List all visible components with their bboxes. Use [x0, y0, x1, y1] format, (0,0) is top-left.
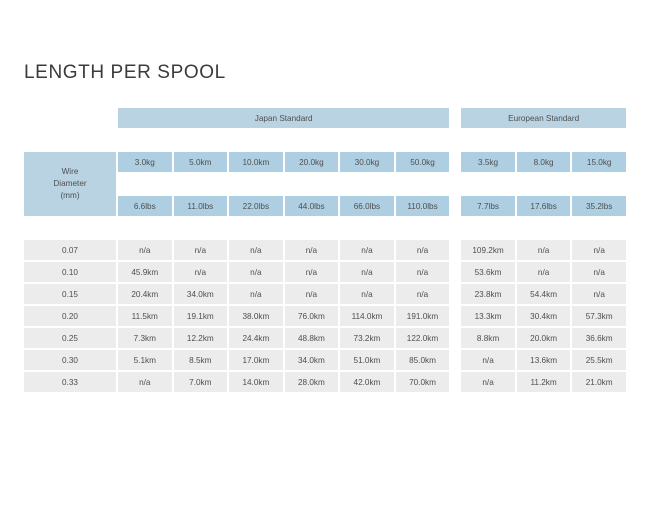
gap-cell	[229, 174, 283, 194]
column-header-lbs: 7.7lbs	[461, 196, 515, 216]
data-cell: 24.4km	[229, 328, 283, 348]
gap-cell	[24, 130, 116, 150]
data-cell: n/a	[285, 284, 339, 304]
column-spacer	[451, 108, 459, 128]
table-row	[24, 262, 626, 282]
data-cell: n/a	[572, 284, 626, 304]
gap-cell	[572, 218, 626, 238]
column-spacer	[451, 372, 459, 392]
column-header-lbs: 11.0lbs	[174, 196, 228, 216]
column-header-kg: 30.0kg	[340, 152, 394, 172]
data-cell: 36.6km	[572, 328, 626, 348]
data-cell: 51.0km	[340, 350, 394, 370]
column-header-kg: 5.0km	[174, 152, 228, 172]
column-header-lbs: 17.6lbs	[517, 196, 571, 216]
data-cell: 11.2km	[517, 372, 571, 392]
data-cell: n/a	[517, 240, 571, 260]
gap-cell	[118, 218, 172, 238]
corner-blank	[24, 108, 116, 128]
data-cell: 53.6km	[461, 262, 515, 282]
column-spacer	[451, 284, 459, 304]
data-cell: 8.5km	[174, 350, 228, 370]
data-cell: n/a	[118, 372, 172, 392]
data-cell: 48.8km	[285, 328, 339, 348]
data-cell: n/a	[461, 372, 515, 392]
gap-cell	[451, 130, 459, 150]
column-spacer	[451, 262, 459, 282]
data-cell: 38.0km	[229, 306, 283, 326]
table-row	[24, 328, 626, 348]
column-header-lbs: 6.6lbs	[118, 196, 172, 216]
gap-cell	[396, 218, 450, 238]
column-header-kg: 20.0kg	[285, 152, 339, 172]
gap-cell	[461, 130, 626, 150]
data-cell: 28.0km	[285, 372, 339, 392]
table-row	[24, 306, 626, 326]
data-cell: 8.8km	[461, 328, 515, 348]
row-diameter-label: 0.25	[24, 328, 116, 348]
gap-cell	[118, 130, 449, 150]
header-gap-row	[24, 130, 626, 150]
column-header-kg: 50.0kg	[396, 152, 450, 172]
data-cell: n/a	[229, 240, 283, 260]
data-cell: 114.0km	[340, 306, 394, 326]
data-cell: 13.6km	[517, 350, 571, 370]
data-cell: 12.2km	[174, 328, 228, 348]
data-cell: 122.0km	[396, 328, 450, 348]
data-cell: 21.0km	[572, 372, 626, 392]
data-cell: n/a	[396, 240, 450, 260]
column-header-kg: 3.5kg	[461, 152, 515, 172]
column-header-lbs: 22.0lbs	[229, 196, 283, 216]
gap-cell	[174, 218, 228, 238]
length-per-spool-table	[22, 106, 628, 394]
column-spacer	[451, 350, 459, 370]
column-header-kg: 10.0km	[229, 152, 283, 172]
data-cell: 34.0km	[285, 350, 339, 370]
table-row	[24, 372, 626, 392]
data-cell: 85.0km	[396, 350, 450, 370]
row-diameter-label: 0.10	[24, 262, 116, 282]
gap-cell	[340, 218, 394, 238]
data-cell: 7.0km	[174, 372, 228, 392]
group-header-european: European Standard	[461, 108, 626, 128]
data-cell: 42.0km	[340, 372, 394, 392]
column-header-kg: 3.0kg	[118, 152, 172, 172]
data-cell: 11.5km	[118, 306, 172, 326]
data-cell: n/a	[174, 262, 228, 282]
data-cell: 76.0km	[285, 306, 339, 326]
wire-diameter-header	[24, 152, 116, 216]
data-cell: 30.4km	[517, 306, 571, 326]
column-spacer	[451, 306, 459, 326]
group-header-japan: Japan Standard	[118, 108, 449, 128]
table-row	[24, 284, 626, 304]
wire-diameter-line1: Wire	[61, 167, 79, 176]
row-diameter-label: 0.30	[24, 350, 116, 370]
data-cell: 14.0km	[229, 372, 283, 392]
data-cell: 34.0km	[174, 284, 228, 304]
gap-cell	[174, 174, 228, 194]
column-header-lbs: 44.0lbs	[285, 196, 339, 216]
gap-cell	[229, 218, 283, 238]
gap-cell	[340, 174, 394, 194]
gap-cell	[461, 218, 515, 238]
page-title: LENGTH PER SPOOL	[24, 62, 226, 83]
row-diameter-label: 0.33	[24, 372, 116, 392]
gap-cell	[118, 174, 172, 194]
table-row	[24, 350, 626, 370]
body-gap-row	[24, 218, 626, 238]
data-cell: n/a	[396, 284, 450, 304]
data-cell: 25.5km	[572, 350, 626, 370]
data-cell: n/a	[285, 262, 339, 282]
data-cell: n/a	[572, 262, 626, 282]
data-cell: n/a	[340, 262, 394, 282]
data-cell: 17.0km	[229, 350, 283, 370]
column-header-kg: 8.0kg	[517, 152, 571, 172]
group-header-row	[24, 108, 626, 128]
table-row	[24, 240, 626, 260]
data-cell: 23.8km	[461, 284, 515, 304]
column-header-lbs: 35.2lbs	[572, 196, 626, 216]
gap-cell	[517, 174, 571, 194]
unit-kg-row	[24, 152, 626, 172]
data-cell: 5.1km	[118, 350, 172, 370]
row-diameter-label: 0.07	[24, 240, 116, 260]
gap-cell	[24, 218, 116, 238]
gap-cell	[451, 218, 459, 238]
data-cell: 20.0km	[517, 328, 571, 348]
gap-cell	[517, 218, 571, 238]
data-cell: 70.0km	[396, 372, 450, 392]
row-diameter-label: 0.15	[24, 284, 116, 304]
column-spacer	[451, 152, 459, 172]
data-cell: n/a	[229, 284, 283, 304]
data-cell: n/a	[572, 240, 626, 260]
data-cell: n/a	[396, 262, 450, 282]
column-spacer	[451, 328, 459, 348]
wire-diameter-line3: (mm)	[60, 191, 80, 200]
data-cell: 73.2km	[340, 328, 394, 348]
gap-cell	[461, 174, 515, 194]
data-cell: 57.3km	[572, 306, 626, 326]
data-cell: n/a	[340, 240, 394, 260]
gap-cell	[285, 174, 339, 194]
column-header-lbs: 110.0lbs	[396, 196, 450, 216]
data-cell: n/a	[229, 262, 283, 282]
row-diameter-label: 0.20	[24, 306, 116, 326]
data-cell: n/a	[517, 262, 571, 282]
data-cell: 7.3km	[118, 328, 172, 348]
data-cell: 13.3km	[461, 306, 515, 326]
data-cell: 109.2km	[461, 240, 515, 260]
data-cell: n/a	[174, 240, 228, 260]
column-header-kg: 15.0kg	[572, 152, 626, 172]
gap-cell	[285, 218, 339, 238]
wire-diameter-line2: Diameter	[53, 179, 87, 188]
data-cell: 20.4km	[118, 284, 172, 304]
gap-cell	[451, 174, 459, 194]
data-cell: 191.0km	[396, 306, 450, 326]
gap-cell	[396, 174, 450, 194]
column-header-lbs: 66.0lbs	[340, 196, 394, 216]
data-cell: n/a	[461, 350, 515, 370]
data-cell: 19.1km	[174, 306, 228, 326]
column-spacer	[451, 240, 459, 260]
data-cell: n/a	[118, 240, 172, 260]
data-cell: n/a	[285, 240, 339, 260]
data-cell: 54.4km	[517, 284, 571, 304]
gap-cell	[572, 174, 626, 194]
data-cell: 45.9km	[118, 262, 172, 282]
column-spacer	[451, 196, 459, 216]
data-cell: n/a	[340, 284, 394, 304]
